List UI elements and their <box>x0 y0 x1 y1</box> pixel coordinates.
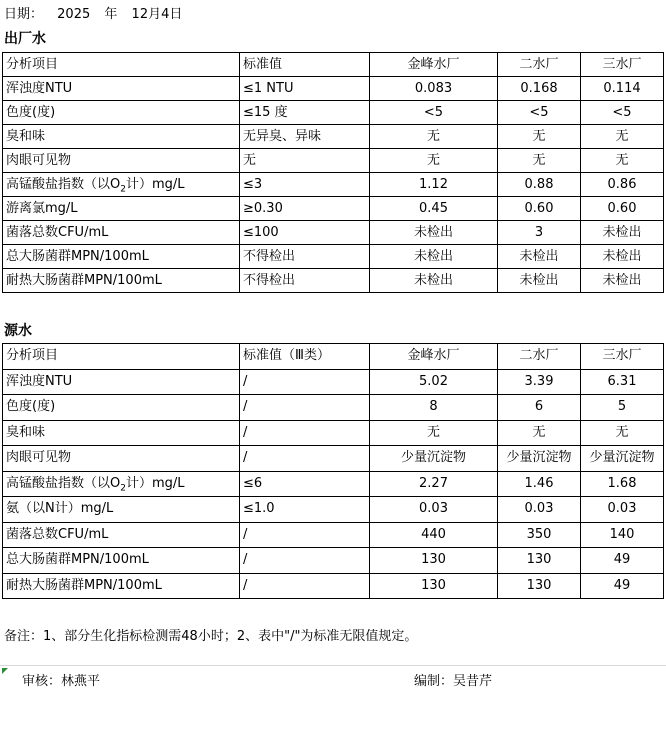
outlet-value-cell: 未检出 <box>581 269 664 293</box>
footer-divider <box>0 665 666 666</box>
reviewer-signature: 审核：林燕平 <box>22 674 101 689</box>
source-standard-cell: ≤1.0 <box>240 497 370 523</box>
outlet-header-cell: 标准值 <box>240 53 370 77</box>
source-header-row <box>3 344 664 370</box>
outlet-item-cell: 肉眼可见物 <box>3 149 240 173</box>
outlet-table-row <box>3 245 664 269</box>
cell-marker-icon <box>2 668 8 674</box>
source-item-cell <box>3 471 240 497</box>
item-text: 计）mg/L <box>125 475 185 491</box>
source-standard-cell: / <box>240 420 370 446</box>
outlet-water-title: 出厂水 <box>4 31 46 47</box>
outlet-table-row <box>3 221 664 245</box>
outlet-table-row <box>3 125 664 149</box>
outlet-header-cell: 分析项目 <box>3 53 240 77</box>
source-header-cell: 金峰水厂 <box>370 344 498 370</box>
outlet-value-cell: 0.083 <box>370 77 498 101</box>
outlet-standard-cell: ≤15 度 <box>240 101 370 125</box>
source-value-cell: 3.39 <box>498 369 581 395</box>
date-label: 日期： <box>4 7 44 22</box>
source-value-cell: 1.46 <box>498 471 581 497</box>
source-value-cell: 6 <box>498 395 581 421</box>
outlet-standard-cell: ≥0.30 <box>240 197 370 221</box>
source-item-cell: 总大肠菌群MPN/100mL <box>3 548 240 574</box>
outlet-table-row <box>3 173 664 197</box>
source-item-cell: 氨（以N计）mg/L <box>3 497 240 523</box>
source-standard-cell: / <box>240 548 370 574</box>
source-value-cell: 少量沉淀物 <box>370 446 498 472</box>
outlet-item-cell: 浑浊度NTU <box>3 77 240 101</box>
outlet-value-cell: 0.60 <box>498 197 581 221</box>
source-value-cell: 49 <box>581 548 664 574</box>
editor-signature: 编制：吴昔芹 <box>414 674 493 689</box>
date-year: 2025 <box>57 7 91 22</box>
source-value-cell: 140 <box>581 522 664 548</box>
source-table-row <box>3 522 664 548</box>
remark-note: 备注：1、部分生化指标检测需48小时；2、表中"/"为标准无限值规定。 <box>4 629 418 644</box>
source-value-cell: 6.31 <box>581 369 664 395</box>
source-value-cell: 0.03 <box>581 497 664 523</box>
outlet-value-cell: 0.86 <box>581 173 664 197</box>
outlet-header-cell: 二水厂 <box>498 53 581 77</box>
outlet-value-cell: 0.168 <box>498 77 581 101</box>
outlet-value-cell: 0.114 <box>581 77 664 101</box>
date-monthday: 12月4日 <box>131 7 183 22</box>
source-water-table <box>2 343 664 599</box>
source-item-cell: 臭和味 <box>3 420 240 446</box>
source-item-cell: 肉眼可见物 <box>3 446 240 472</box>
source-value-cell: 130 <box>498 573 581 599</box>
source-value-cell: 无 <box>370 420 498 446</box>
item-subscript: 2 <box>120 483 126 494</box>
outlet-header-cell: 金峰水厂 <box>370 53 498 77</box>
source-item-cell: 耐热大肠菌群MPN/100mL <box>3 573 240 599</box>
outlet-table-row <box>3 269 664 293</box>
source-header-cell: 分析项目 <box>3 344 240 370</box>
outlet-value-cell: 1.12 <box>370 173 498 197</box>
source-table-row <box>3 420 664 446</box>
source-value-cell: 0.03 <box>370 497 498 523</box>
source-standard-cell: / <box>240 395 370 421</box>
source-item-cell: 色度(度) <box>3 395 240 421</box>
outlet-header-cell: 三水厂 <box>581 53 664 77</box>
outlet-standard-cell: 无异臭、异味 <box>240 125 370 149</box>
item-text: 高锰酸盐指数（以O <box>6 475 121 491</box>
outlet-item-cell <box>3 173 240 197</box>
source-value-cell: 5.02 <box>370 369 498 395</box>
source-value-cell: 0.03 <box>498 497 581 523</box>
outlet-standard-cell: ≤100 <box>240 221 370 245</box>
source-header-cell: 三水厂 <box>581 344 664 370</box>
source-standard-cell: ≤6 <box>240 471 370 497</box>
source-header-cell: 二水厂 <box>498 344 581 370</box>
source-value-cell: 无 <box>498 420 581 446</box>
source-value-cell: 440 <box>370 522 498 548</box>
source-standard-cell: / <box>240 446 370 472</box>
source-table-row <box>3 369 664 395</box>
outlet-value-cell: 0.45 <box>370 197 498 221</box>
outlet-value-cell: <5 <box>370 101 498 125</box>
outlet-value-cell: 未检出 <box>498 245 581 269</box>
source-table-row <box>3 497 664 523</box>
source-item-cell: 浑浊度NTU <box>3 369 240 395</box>
source-standard-cell: / <box>240 369 370 395</box>
outlet-value-cell: 无 <box>581 125 664 149</box>
source-standard-cell: / <box>240 573 370 599</box>
source-value-cell: 无 <box>581 420 664 446</box>
source-value-cell: 5 <box>581 395 664 421</box>
source-water-title: 源水 <box>4 323 32 339</box>
outlet-item-cell: 臭和味 <box>3 125 240 149</box>
outlet-item-cell: 游离氯mg/L <box>3 197 240 221</box>
outlet-item-cell: 菌落总数CFU/mL <box>3 221 240 245</box>
outlet-standard-cell: 不得检出 <box>240 269 370 293</box>
item-text: 计）mg/L <box>125 177 185 192</box>
source-standard-cell: / <box>240 522 370 548</box>
outlet-table-row <box>3 77 664 101</box>
outlet-table-row <box>3 149 664 173</box>
source-value-cell: 8 <box>370 395 498 421</box>
item-text: 高锰酸盐指数（以O <box>6 177 121 192</box>
source-table-row <box>3 573 664 599</box>
source-value-cell: 少量沉淀物 <box>581 446 664 472</box>
source-value-cell: 130 <box>370 548 498 574</box>
outlet-value-cell: 0.60 <box>581 197 664 221</box>
outlet-standard-cell: 无 <box>240 149 370 173</box>
outlet-item-cell: 耐热大肠菌群MPN/100mL <box>3 269 240 293</box>
source-table-row <box>3 548 664 574</box>
outlet-standard-cell: 不得检出 <box>240 245 370 269</box>
outlet-value-cell: <5 <box>581 101 664 125</box>
outlet-value-cell: <5 <box>498 101 581 125</box>
date-year-unit: 年 <box>104 7 118 22</box>
outlet-value-cell: 0.88 <box>498 173 581 197</box>
source-value-cell: 2.27 <box>370 471 498 497</box>
source-value-cell: 1.68 <box>581 471 664 497</box>
outlet-item-cell: 色度(度) <box>3 101 240 125</box>
source-value-cell: 49 <box>581 573 664 599</box>
outlet-table-row <box>3 197 664 221</box>
source-value-cell: 350 <box>498 522 581 548</box>
outlet-value-cell: 未检出 <box>581 221 664 245</box>
source-table-row <box>3 471 664 497</box>
outlet-value-cell: 无 <box>498 149 581 173</box>
outlet-standard-cell: ≤1 NTU <box>240 77 370 101</box>
outlet-header-row <box>3 53 664 77</box>
outlet-value-cell: 3 <box>498 221 581 245</box>
source-value-cell: 130 <box>498 548 581 574</box>
outlet-water-table <box>2 52 664 293</box>
outlet-value-cell: 未检出 <box>370 221 498 245</box>
outlet-value-cell: 无 <box>498 125 581 149</box>
outlet-value-cell: 未检出 <box>498 269 581 293</box>
source-item-cell: 菌落总数CFU/mL <box>3 522 240 548</box>
source-table-row <box>3 395 664 421</box>
outlet-value-cell: 未检出 <box>370 269 498 293</box>
outlet-value-cell: 无 <box>370 149 498 173</box>
item-subscript: 2 <box>120 184 126 195</box>
outlet-item-cell: 总大肠菌群MPN/100mL <box>3 245 240 269</box>
source-header-cell: 标准值（Ⅲ类） <box>240 344 370 370</box>
outlet-value-cell: 未检出 <box>581 245 664 269</box>
outlet-value-cell: 未检出 <box>370 245 498 269</box>
source-value-cell: 少量沉淀物 <box>498 446 581 472</box>
outlet-value-cell: 无 <box>581 149 664 173</box>
source-table-row <box>3 446 664 472</box>
outlet-value-cell: 无 <box>370 125 498 149</box>
outlet-standard-cell: ≤3 <box>240 173 370 197</box>
outlet-table-row <box>3 101 664 125</box>
report-date <box>4 4 192 26</box>
source-value-cell: 130 <box>370 573 498 599</box>
